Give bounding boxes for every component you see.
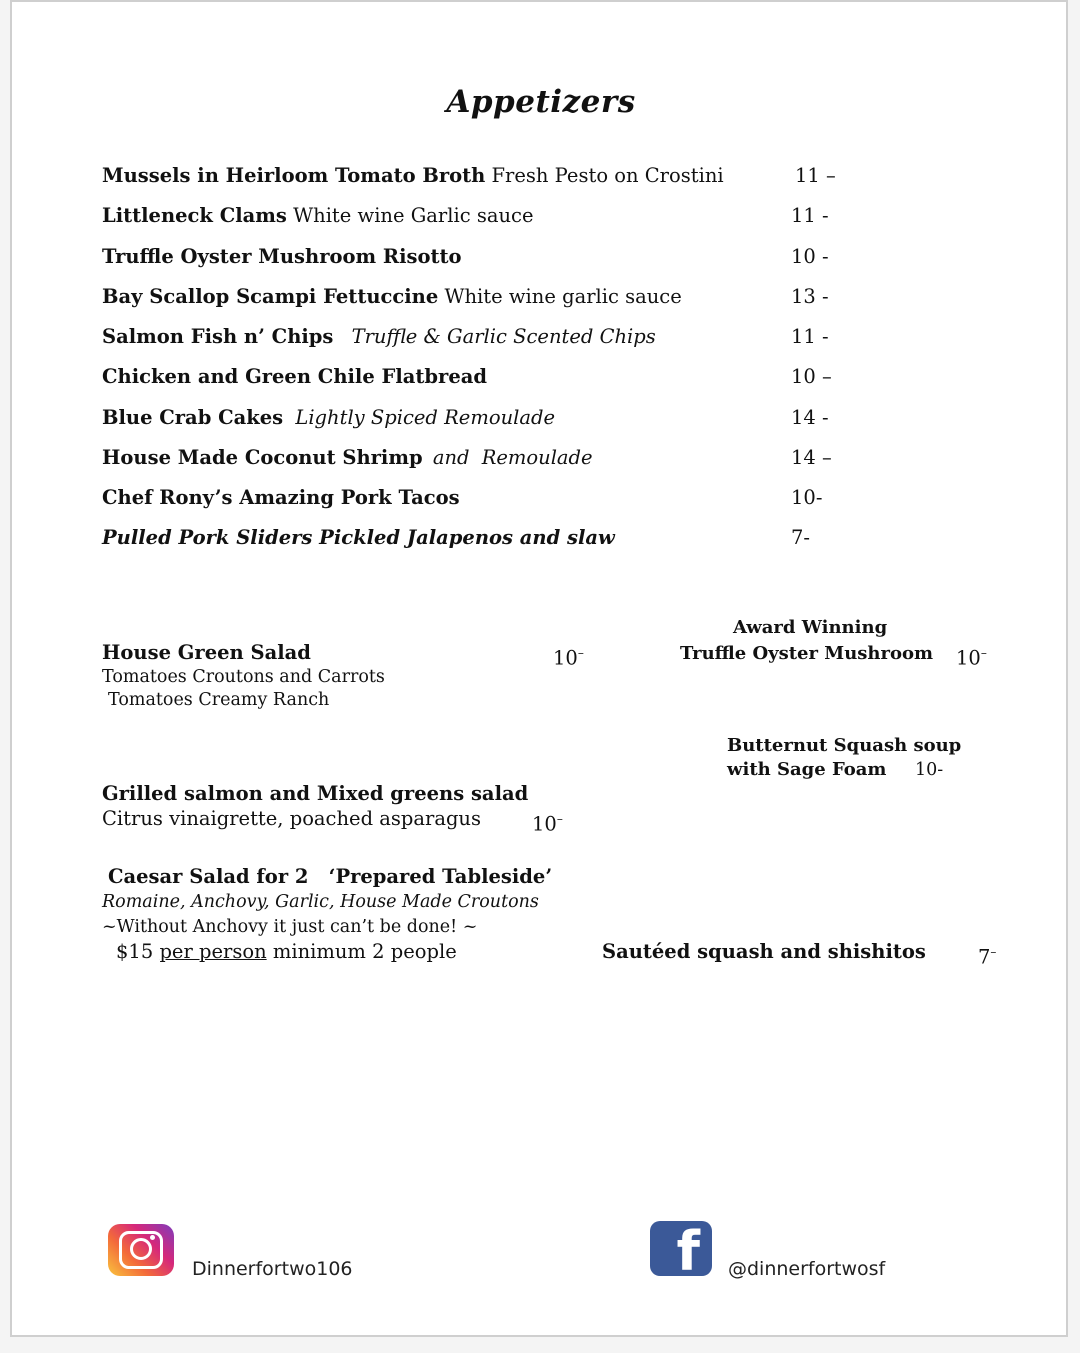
item-name: Chef Rony’s Amazing Pork Tacos [102, 486, 460, 509]
item-price: 11 – [795, 164, 836, 187]
item-price: 10 – [791, 365, 832, 388]
item-desc: Truffle & Garlic Scented Chips [351, 325, 656, 348]
soup-name: Butternut Squash soup [727, 735, 962, 756]
soup-price: 10– [956, 646, 987, 670]
salad-desc: Tomatoes Creamy Ranch [108, 690, 330, 710]
item-price: 13 - [791, 285, 829, 308]
item-desc: White wine garlic sauce [444, 285, 682, 308]
item-name: Blue Crab Cakes [102, 406, 284, 429]
item-desc: White wine Garlic sauce [293, 204, 534, 227]
salad-name: Caesar Salad for 2 [108, 865, 309, 888]
menu-page [10, 0, 1068, 1337]
item-desc: Remoulade [481, 446, 593, 469]
salad-tag: ‘Prepared Tableside’ [328, 865, 553, 888]
appetizer-item [102, 285, 682, 309]
appetizer-item [102, 486, 460, 510]
salad-name: Grilled salmon and Mixed greens salad [102, 782, 529, 805]
appetizer-item [102, 164, 724, 188]
item-price: 11 - [791, 325, 829, 348]
salad-price: 10– [532, 812, 563, 836]
appetizer-item [102, 406, 555, 430]
item-price: 14 – [791, 446, 832, 469]
item-name: Littleneck Clams [102, 204, 287, 227]
salad-price: 10– [553, 646, 584, 670]
salad-price-line [116, 940, 457, 964]
item-name: Bay Scallop Scampi Fettuccine [102, 285, 439, 308]
soup-name: with Sage Foam [727, 759, 887, 780]
instagram-icon [108, 1224, 174, 1276]
item-desc: Lightly Spiced Remoulade [295, 406, 556, 429]
salad-name: House Green Salad [102, 641, 311, 664]
instagram-handle: Dinnerfortwo106 [192, 1258, 353, 1280]
item-desc: Fresh Pesto on Crostini [491, 164, 724, 187]
appetizer-item [102, 204, 534, 228]
item-name: Salmon Fish n’ Chips [102, 325, 334, 348]
item-name: Pulled Pork Sliders Pickled Jalapenos and slaw [102, 526, 615, 549]
soup-price: 10- [915, 760, 944, 780]
facebook-handle: @dinnerfortwosf [728, 1258, 886, 1280]
caesar-header [108, 865, 552, 889]
item-name: House Made Coconut Shrimp [102, 446, 423, 469]
price-prefix: $15 [116, 940, 154, 963]
item-name: Mussels in Heirloom Tomato Broth [102, 164, 486, 187]
side-name: Sautéed squash and shishitos [602, 940, 926, 963]
item-price: 10- [791, 486, 823, 509]
price-value: 10 [553, 646, 578, 670]
price-value: 7 [978, 945, 991, 969]
item-price: 11 - [791, 204, 829, 227]
side-price: 7– [978, 945, 997, 969]
appetizer-item [102, 365, 487, 389]
price-suffix: minimum 2 people [272, 940, 457, 963]
item-price: 14 - [791, 406, 829, 429]
salad-desc: Romaine, Anchovy, Garlic, House Made Croutons [102, 892, 539, 912]
item-price: 7- [791, 526, 810, 549]
appetizer-item [102, 245, 462, 269]
item-price: 10 - [791, 245, 829, 268]
soup-label: Award Winning [733, 617, 888, 638]
price-value: 10 [956, 646, 981, 670]
page-title: Appetizers [446, 84, 636, 120]
salad-desc: Tomatoes Croutons and Carrots [102, 667, 385, 687]
price-value: 10 [532, 812, 557, 836]
salad-note: ~Without Anchovy it just can’t be done! ~ [102, 917, 478, 937]
item-name: Chicken and Green Chile Flatbread [102, 365, 487, 388]
item-name: Truffle Oyster Mushroom Risotto [102, 245, 462, 268]
appetizer-item [102, 446, 593, 470]
price-underlined: per person [159, 940, 267, 963]
appetizer-item [102, 325, 656, 349]
facebook-icon: f [650, 1221, 712, 1276]
soup-name: Truffle Oyster Mushroom [680, 643, 934, 664]
item-desc: and [432, 446, 470, 469]
appetizer-item [102, 526, 615, 550]
salad-desc: Citrus vinaigrette, poached asparagus [102, 807, 481, 830]
